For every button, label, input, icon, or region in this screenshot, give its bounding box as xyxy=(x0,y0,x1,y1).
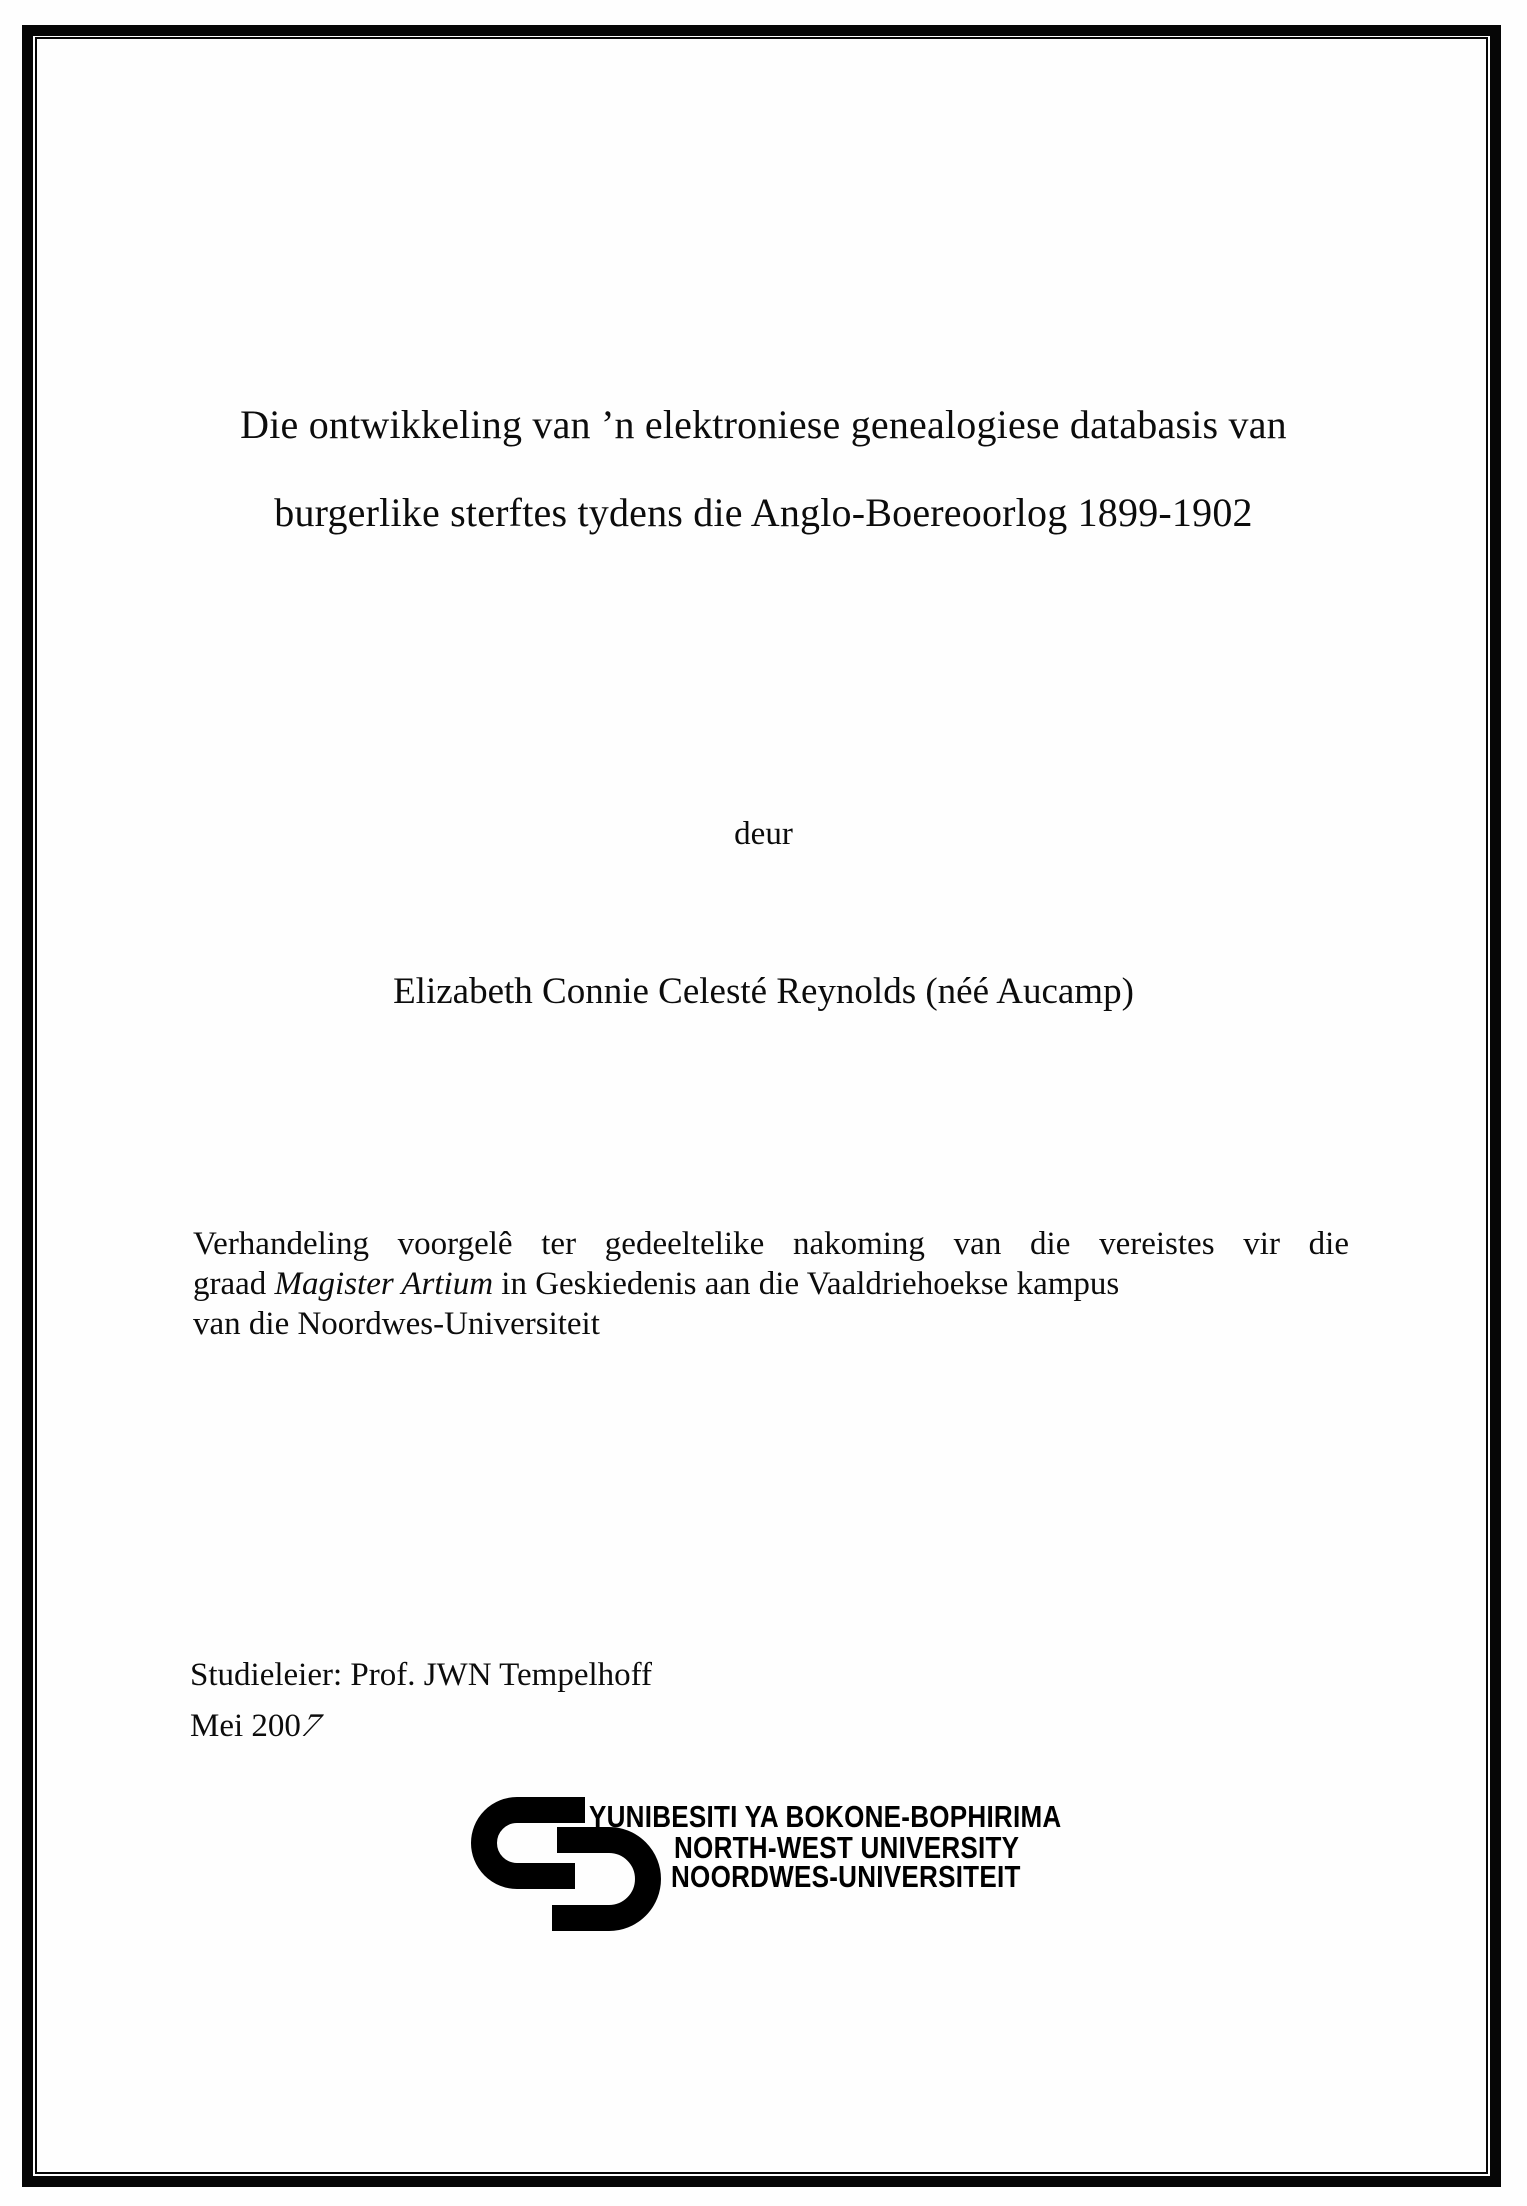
degree-statement xyxy=(193,1224,1349,1344)
date-line xyxy=(190,1701,652,1752)
logo-text-setswana: YUNIBESITI YA BOKONE-BOPHIRIMA xyxy=(589,1799,1062,1834)
logo-text-english: NORTH-WEST UNIVERSITY xyxy=(674,1830,1020,1865)
author-name: Elizabeth Connie Celesté Reynolds (néé Aucamp) xyxy=(393,971,1134,1012)
thesis-title-line-2: burgerlike sterftes tydens die Anglo-Boereoorlog 1899-1902 xyxy=(274,490,1253,535)
supervisor-line: Studieleier: Prof. JWN Tempelhoff xyxy=(190,1657,653,1693)
degree-statement-line2-pre: graad xyxy=(193,1266,275,1302)
date-last-digit: 7 xyxy=(295,1708,328,1744)
logo-text-afrikaans: NOORDWES-UNIVERSITEIT xyxy=(671,1859,1021,1894)
supervisor-block xyxy=(190,1650,652,1752)
degree-statement-line-2 xyxy=(193,1264,1349,1304)
date-prefix: Mei 200 xyxy=(190,1708,301,1744)
degree-statement-line-3: van die Noordwes-Universiteit xyxy=(193,1306,600,1342)
degree-statement-line2-degree-name: Magister Artium xyxy=(274,1266,494,1302)
byline-deur: deur xyxy=(734,816,793,852)
degree-statement-line-1: Verhandeling voorgelê ter gedeeltelike nakoming van die vereistes vir die xyxy=(193,1226,1349,1262)
degree-statement-line2-post: in Geskiedenis aan die Vaaldriehoekse kampus xyxy=(493,1266,1120,1302)
thesis-title-line-1: Die ontwikkeling van ’n elektroniese genealogiese databasis van xyxy=(240,402,1287,447)
